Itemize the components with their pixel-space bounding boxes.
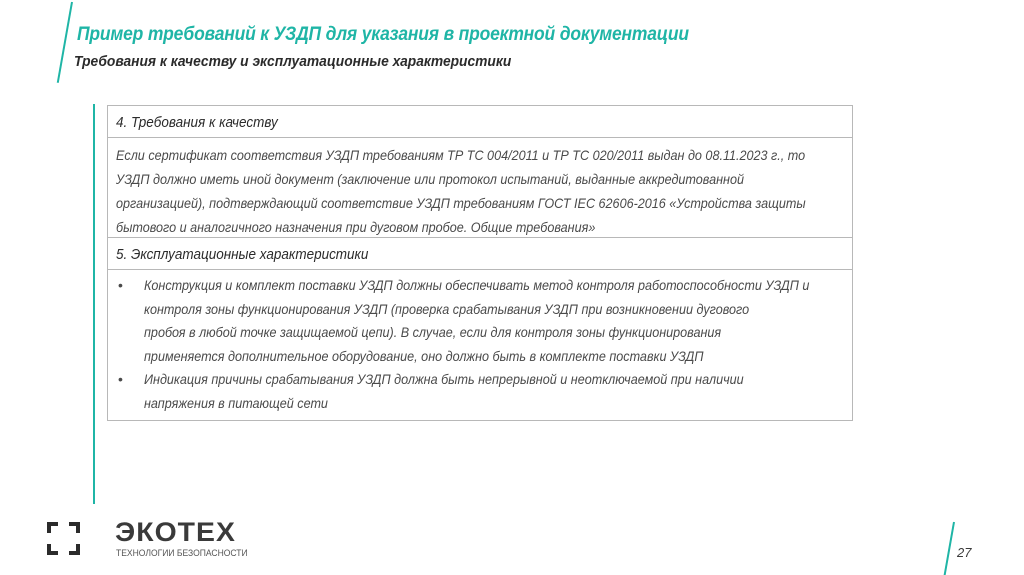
section-operation-header bbox=[108, 238, 852, 270]
accent-line-top bbox=[57, 2, 73, 83]
brand-tagline: ТЕХНОЛОГИИ БЕЗОПАСНОСТИ bbox=[116, 548, 248, 558]
list-item bbox=[116, 368, 844, 415]
bullet-1-line-2: контроля зоны функционирования УЗДП (проверка срабатывания УЗДП при возникновении дугового bbox=[144, 300, 750, 317]
section-operation-body bbox=[108, 270, 852, 420]
quality-line-4: бытового и аналогичного назначения при дуговом пробое. Общие требования» bbox=[116, 219, 596, 235]
quality-line-1: Если сертификат соответствия УЗДП требованиям ТР ТС 004/2011 и ТР ТС 020/2011 выдан до 08.11.2023 г., то bbox=[116, 147, 806, 163]
page-number: 27 bbox=[957, 545, 972, 560]
bullet-1-line-4: применяется дополнительное оборудование, оно должно быть в комплекте поставки УЗДП bbox=[144, 347, 704, 364]
quality-line-2: УЗДП должно иметь иной документ (заключение или протокол испытаний, выданные аккредитованной bbox=[116, 171, 744, 187]
list-item bbox=[116, 274, 844, 368]
accent-line-left-vertical bbox=[93, 104, 95, 504]
square-brackets-logo-icon bbox=[47, 522, 80, 555]
accent-line-bottom-right bbox=[944, 522, 955, 575]
bullet-2-line-2: напряжения в питающей сети bbox=[144, 394, 328, 411]
section-operation-title: 5. Эксплуатационные характеристики bbox=[116, 247, 369, 263]
bullet-icon: • bbox=[118, 371, 123, 387]
bullet-2-line-1: Индикация причины срабатывания УЗДП должна быть непрерывной и неотключаемой при наличии bbox=[144, 371, 744, 387]
section-quality-title: 4. Требования к качеству bbox=[116, 115, 278, 131]
section-quality-header bbox=[108, 106, 852, 138]
page-subtitle: Требования к качеству и эксплуатационные характеристики bbox=[74, 53, 512, 70]
section-quality-body bbox=[108, 138, 852, 238]
bullet-1-line-1: Конструкция и комплект поставки УЗДП должны обеспечивать метод контроля работоспособности УЗДП и bbox=[144, 277, 810, 293]
bullet-icon: • bbox=[118, 277, 123, 293]
bullet-1-line-3: пробоя в любой точке защищаемой цепи). В случае, если для контроля зоны функционирования bbox=[144, 324, 722, 340]
page-title: Пример требований к УЗДП для указания в проектной документации bbox=[77, 24, 689, 45]
brand-name: ЭКОТЕХ bbox=[115, 517, 236, 547]
quality-line-3: организацией), подтверждающий соответствие УЗДП требованиям ГОСТ IEC 62606-2016 «Устройства защиты bbox=[116, 195, 806, 211]
requirements-table bbox=[107, 105, 853, 421]
